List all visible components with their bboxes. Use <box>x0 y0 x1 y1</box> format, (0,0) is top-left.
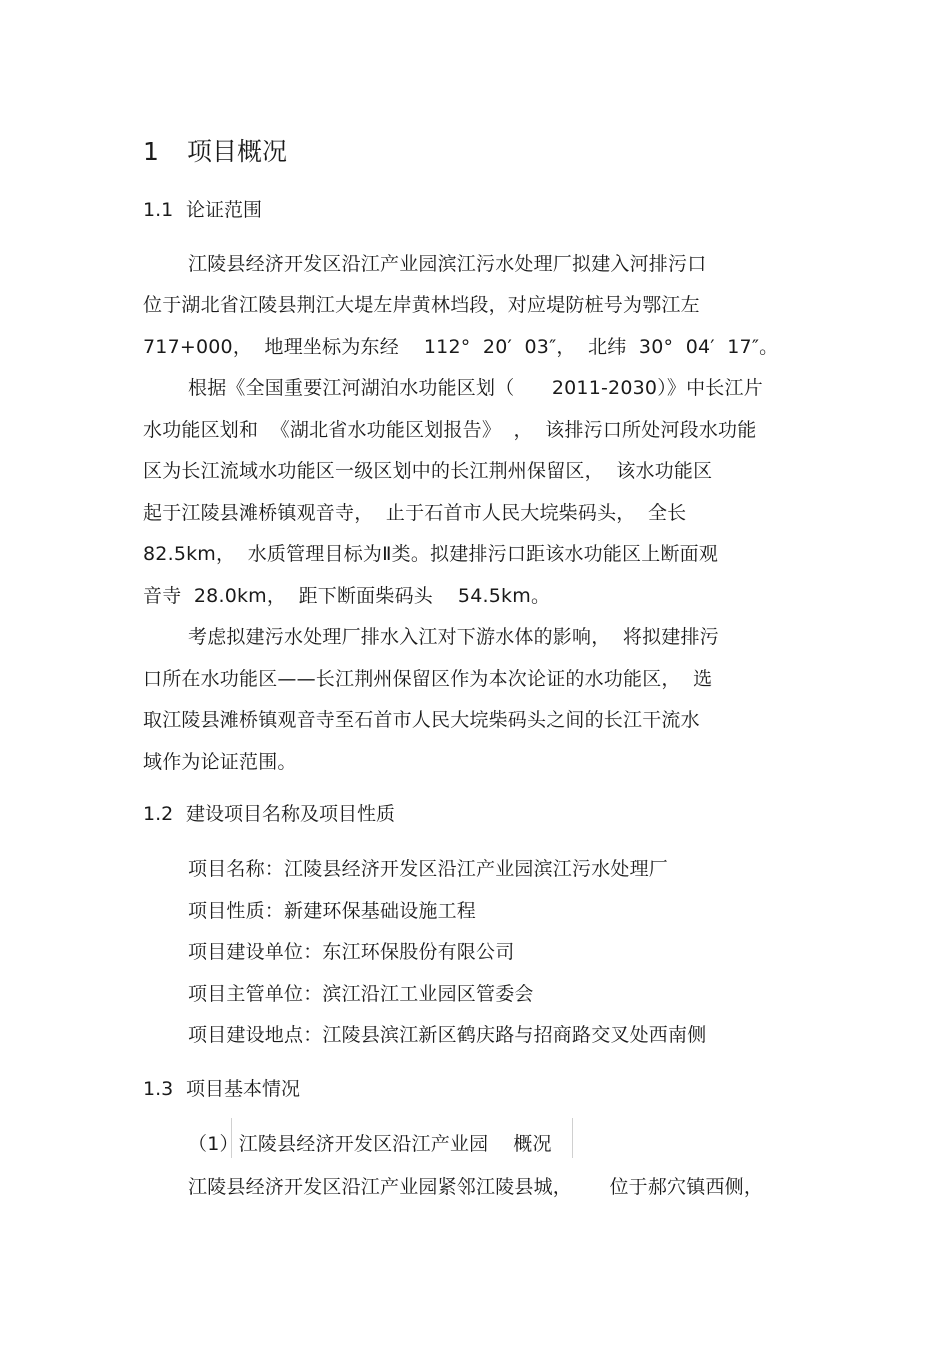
paragraph-line: 水功能区划和 《湖北省水功能区划报告》 ， 该排污口所处河段水功能 <box>143 419 757 441</box>
paragraph-line: 根据《全国重要江河湖泊水功能区划（ 2011-2030）》中长江片 <box>188 377 763 399</box>
section-title: 建设项目名称及项目性质 <box>186 803 396 825</box>
project-info-line: 项目主管单位：滨江沿江工业园区管委会 <box>188 983 534 1005</box>
project-info-line: 项目建设地点：江陵县滨江新区鹤庆路与招商路交叉处西南侧 <box>188 1024 707 1046</box>
chapter-title: 项目概况 <box>187 137 288 166</box>
section-title: 项目基本情况 <box>186 1078 301 1100</box>
section-heading-1-1 <box>143 196 262 224</box>
section-number: 1.3 <box>143 1078 174 1100</box>
chapter-number: 1 <box>143 137 159 166</box>
project-info-line: 项目建设单位：东江环保股份有限公司 <box>188 941 515 963</box>
section-heading-1-2 <box>143 800 395 828</box>
paragraph-line: 音寺 28.0km， 距下断面柴码头 54.5km。 <box>143 585 551 607</box>
section-number: 1.1 <box>143 199 174 221</box>
paragraph-line: 取江陵县滩桥镇观音寺至石首市人民大垸柴码头之间的长江干流水 <box>143 709 700 731</box>
paragraph-line: 起于江陵县滩桥镇观音寺， 止于石首市人民大垸柴码头， 全长 <box>143 502 687 524</box>
paragraph-line: 区为长江流域水功能区一级区划中的长江荆州保留区， 该水功能区 <box>143 460 713 482</box>
divider <box>572 1118 573 1158</box>
paragraph-line: 口所在水功能区——长江荆州保留区作为本次论证的水功能区， 选 <box>143 668 713 690</box>
project-info-line: 项目名称：江陵县经济开发区沿江产业园滨江污水处理厂 <box>188 858 669 880</box>
project-info-line: 项目性质：新建环保基础设施工程 <box>188 900 477 922</box>
paragraph-line: 江陵县经济开发区沿江产业园滨江污水处理厂拟建入河排污口 <box>188 253 707 275</box>
paragraph-line: 域作为论证范围。 <box>143 751 297 773</box>
section-title: 论证范围 <box>186 199 263 221</box>
subsection-line: （1）江陵县经济开发区沿江产业园 概况 <box>188 1133 552 1155</box>
chapter-heading <box>143 134 287 170</box>
paragraph-line: 82.5km， 水质管理目标为Ⅱ类。拟建排污口距该水功能区上断面观 <box>143 543 719 565</box>
section-heading-1-3 <box>143 1075 300 1103</box>
paragraph-line: 江陵县经济开发区沿江产业园紧邻江陵县城， 位于郝穴镇西侧， <box>188 1176 764 1198</box>
section-number: 1.2 <box>143 803 174 825</box>
paragraph-line: 考虑拟建污水处理厂排水入江对下游水体的影响， 将拟建排污 <box>188 626 719 648</box>
paragraph-line: 位于湖北省江陵县荆江大堤左岸黄林垱段，对应堤防桩号为鄂江左 <box>143 294 700 316</box>
paragraph-line: 717+000， 地理坐标为东经 112° 20′ 03″， 北纬 30° 04′ 17″。 <box>143 336 779 358</box>
